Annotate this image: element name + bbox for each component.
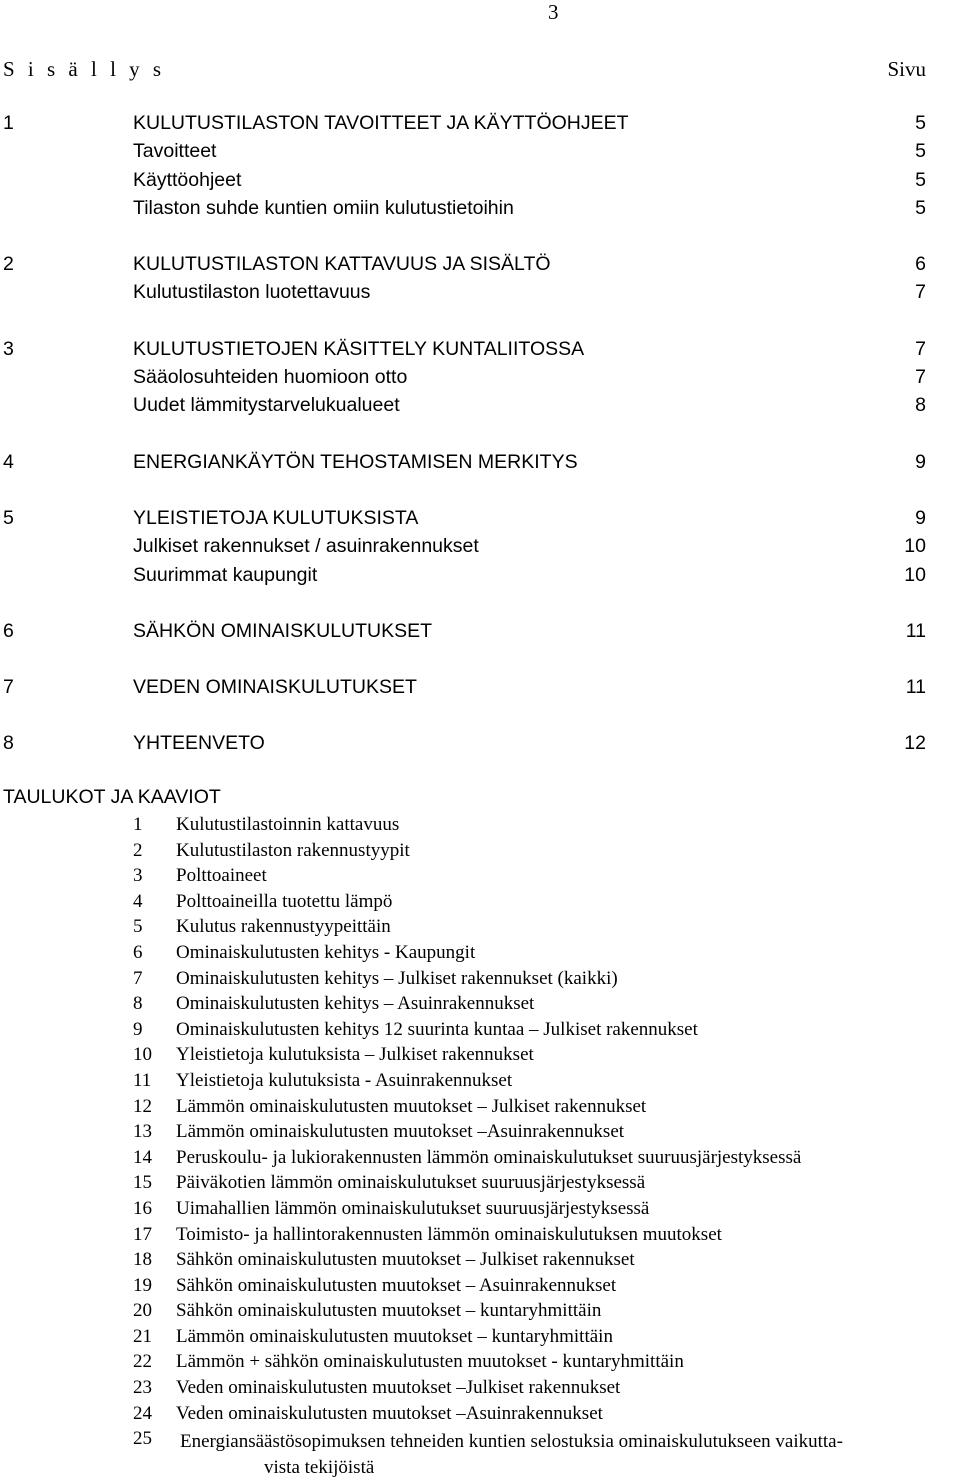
table-list-item-title [176, 1097, 646, 1116]
toc-entry[interactable] [0, 450, 960, 481]
table-list-item-number: 14 [133, 1146, 152, 1168]
table-list-item-title-text: Veden ominaiskulutusten muutokset –Julkiset rakennukset [176, 1377, 621, 1399]
table-list-item-title-text: Kulutus rakennustyypeittäin [176, 916, 391, 938]
table-list-item-number: 7 [133, 967, 143, 989]
toc-section [0, 734, 960, 762]
toc-subentry-page: 8 [915, 394, 926, 417]
toc-entry[interactable] [0, 506, 960, 537]
toc-section [0, 114, 960, 227]
table-list-item-title-text: Polttoaineet [176, 865, 267, 887]
table-list-item-title-text: Sähkön ominaiskulutusten muutokset – kuntaryhmittäin [176, 1300, 602, 1322]
toc-section [0, 619, 960, 650]
toc-entry-number: 8 [3, 732, 14, 755]
table-list-item[interactable] [0, 1250, 960, 1276]
toc-subentry-title: Uudet lämmitystarvelukualueet [133, 394, 400, 417]
table-list-item[interactable] [0, 1327, 960, 1353]
table-list-item[interactable] [0, 1276, 960, 1302]
toc-entry-title: VEDEN OMINAISKULUTUKSET [133, 676, 417, 699]
toc-section [0, 255, 960, 312]
table-list-item-title-text: Kulutustilaston rakennustyypit [176, 839, 410, 861]
toc-section [0, 506, 960, 594]
toc-subentry-page: 5 [915, 168, 926, 191]
table-list-item[interactable] [0, 1071, 960, 1097]
table-list-item[interactable] [0, 1045, 960, 1071]
table-list-item-number: 12 [133, 1095, 152, 1117]
table-list-item-number: 5 [133, 916, 143, 938]
table-list-item-title [176, 1045, 534, 1064]
table-list-item[interactable] [0, 917, 960, 943]
table-list-item-title [176, 1378, 620, 1397]
table-list-item-title [176, 969, 618, 988]
table-list-item-number: 10 [133, 1044, 152, 1066]
toc-heading: S i s ä l l y s [3, 57, 166, 81]
toc-subentry[interactable] [0, 196, 960, 227]
table-list-item-number: 2 [133, 839, 143, 861]
toc-subentry[interactable] [0, 168, 960, 199]
toc-section [0, 337, 960, 425]
table-list-item-number: 15 [133, 1172, 152, 1194]
toc-subentry[interactable] [0, 537, 960, 565]
toc-entry-page: 7 [915, 337, 926, 360]
toc-entry-title: SÄHKÖN OMINAISKULUTUKSET [133, 619, 433, 642]
toc-subentry-page: 10 [904, 535, 926, 558]
toc-section [0, 450, 960, 481]
table-list-item-number: 19 [133, 1274, 152, 1296]
table-list-item[interactable] [0, 815, 960, 841]
table-list-item-number: 16 [133, 1197, 152, 1219]
toc-subentry-page: 10 [904, 563, 926, 586]
toc-subentry-title: Sääolosuhteiden huomioon otto [133, 366, 408, 389]
table-list-item[interactable] [0, 969, 960, 995]
table-list-item[interactable] [0, 1173, 960, 1199]
table-list-item-number: 21 [133, 1325, 152, 1347]
toc-subentry-title: Julkiset rakennukset / asuinrakennukset [133, 535, 479, 558]
table-list-item-title [176, 917, 391, 936]
table-list-item[interactable] [0, 1428, 960, 1479]
table-list-item-title-text: Yleistietoja kulutuksista – Julkiset rakennukset [176, 1044, 534, 1066]
table-list-item[interactable] [0, 1097, 960, 1123]
toc-entry-number: 2 [3, 253, 14, 276]
tables-heading: TAULUKOT JA KAAVIOT [3, 786, 221, 808]
table-list-item-number: 4 [133, 890, 143, 912]
table-list-item-title-text: Lämmön + sähkön ominaiskulutusten muutokset - kuntaryhmittäin [176, 1351, 684, 1373]
table-list-item-number: 8 [133, 993, 143, 1015]
table-list-item-title-text: Polttoaineilla tuotettu lämpö [176, 890, 393, 912]
table-list-item[interactable] [0, 943, 960, 969]
table-list-item[interactable] [0, 841, 960, 867]
table-list-item-title [176, 1071, 512, 1090]
table-list-item[interactable] [0, 994, 960, 1020]
table-list-item-title-text: Ominaiskulutusten kehitys – Julkiset rakennukset (kaikki) [176, 967, 618, 989]
toc-entry-page: 9 [915, 450, 926, 473]
table-list-item-title-text: Sähkön ominaiskulutusten muutokset – Asuinrakennukset [176, 1274, 617, 1296]
table-list-item-number: 9 [133, 1018, 143, 1040]
table-list-item-title [176, 1122, 624, 1141]
table-list-item-title-text: Sähkön ominaiskulutusten muutokset – Julkiset rakennukset [176, 1249, 635, 1271]
table-list-item-title-text: Ominaiskulutusten kehitys – Asuinrakennukset [176, 993, 535, 1015]
table-list-item-title [176, 1276, 616, 1295]
table-list-item-title-text: Lämmön ominaiskulutusten muutokset – kuntaryhmittäin [176, 1325, 613, 1347]
table-list-item-title-text: Lämmön ominaiskulutusten muutokset – Julkiset rakennukset [176, 1095, 647, 1117]
toc-entry-page: 5 [915, 112, 926, 134]
toc-subentry-page: 5 [915, 140, 926, 163]
toc-entry-number: 1 [3, 112, 14, 134]
toc-entry-title: KULUTUSTILASTON TAVOITTEET JA KÄYTTÖOHJEET [133, 112, 629, 134]
table-list-item-title-text: Ominaiskulutusten kehitys - Kaupungit [176, 941, 476, 963]
table-list-item-title [176, 866, 267, 885]
table-list-item-number: 18 [133, 1249, 152, 1271]
table-list-item[interactable] [0, 1404, 960, 1430]
table-list-item-title-text: Peruskoulu- ja lukiorakennusten lämmön ominaiskulutukset suuruusjärjestyksessä [176, 1146, 802, 1168]
toc-entry-page: 11 [905, 619, 926, 642]
toc-entry-title: YLEISTIETOJA KULUTUKSISTA [133, 506, 419, 529]
table-list-item-title-text: Ominaiskulutusten kehitys 12 suurinta kuntaa – Julkiset rakennukset [176, 1018, 698, 1040]
table-list-item-title [176, 1173, 645, 1192]
table-list-item-title [176, 943, 475, 962]
table-list-item[interactable] [0, 1225, 960, 1251]
toc-subentry[interactable] [0, 563, 960, 594]
table-list-item[interactable] [0, 866, 960, 892]
toc-entry-title: KULUTUSTIETOJEN KÄSITTELY KUNTALIITOSSA [133, 337, 585, 360]
table-list-item-title [176, 1327, 613, 1346]
table-list-item-title-text: Lämmön ominaiskulutusten muutokset –Asuinrakennukset [176, 1121, 625, 1143]
toc-subentry-page: 7 [915, 281, 926, 304]
table-list-item-title-text: Toimisto- ja hallintorakennusten lämmön ominaiskulutuksen muutokset [176, 1223, 722, 1245]
table-list-item-title [176, 1301, 601, 1320]
toc-entry-page: 11 [905, 676, 926, 699]
table-list-item[interactable] [0, 1122, 960, 1148]
table-list-item-number: 24 [133, 1402, 152, 1424]
table-list-item-number: 6 [133, 941, 143, 963]
table-list-item-title [176, 841, 410, 860]
toc-subentry-title: Tavoitteet [133, 140, 217, 163]
toc-entry-page: 9 [915, 506, 926, 529]
table-list-item[interactable] [0, 1378, 960, 1404]
tables-list [0, 814, 960, 1479]
table-list-item-title [176, 1225, 722, 1244]
toc-section [0, 678, 960, 706]
toc-subentry[interactable] [0, 396, 960, 424]
toc-entry-number: 4 [3, 450, 14, 473]
toc-entries [0, 114, 960, 791]
table-list-item-title [176, 892, 392, 911]
toc-subentry[interactable] [0, 142, 960, 170]
toc-entry-title: YHTEENVETO [133, 732, 265, 755]
table-list-item[interactable] [0, 1352, 960, 1378]
table-list-item-title-text: Päiväkotien lämmön ominaiskulutukset suuruusjärjestyksessä [176, 1172, 646, 1194]
table-list-item-number: 11 [133, 1069, 152, 1091]
table-list-item-title [176, 1404, 603, 1423]
table-list-item-title-text: Energiansäästösopimuksen tehneiden kuntien selostuksia ominaiskulutukseen vaikutta- [180, 1431, 843, 1453]
toc-subentry-title: Kulutustilaston luotettavuus [133, 281, 371, 304]
table-list-item-number: 22 [133, 1351, 152, 1373]
toc-subentry-page: 5 [915, 196, 926, 219]
table-list-item[interactable] [0, 1199, 960, 1225]
toc-entry[interactable] [0, 619, 960, 650]
table-list-item-title [176, 815, 399, 834]
toc-subentry[interactable] [0, 283, 960, 311]
table-list-item-title-text: Kulutustilastoinnin kattavuus [176, 814, 400, 835]
toc-subentry-title: Käyttöohjeet [133, 168, 242, 191]
table-list-item[interactable] [0, 1301, 960, 1327]
toc-entry[interactable] [0, 114, 960, 142]
toc-subentry[interactable] [0, 368, 960, 396]
table-list-item-title [176, 1199, 649, 1218]
table-list-item-number: 20 [133, 1300, 152, 1322]
table-list-item[interactable] [0, 1020, 960, 1046]
table-list-item-number: 3 [133, 865, 143, 887]
toc-entry-number: 5 [3, 506, 14, 529]
table-list-item-number: 23 [133, 1377, 152, 1399]
page-number: 3 [548, 0, 559, 24]
table-list-item[interactable] [0, 1148, 960, 1174]
table-list-item-title-text: Uimahallien lämmön ominaiskulutukset suuruusjärjestyksessä [176, 1197, 650, 1219]
toc-entry[interactable] [0, 678, 960, 706]
toc-page-column-label: Sivu [887, 57, 926, 81]
toc-entry-number: 7 [3, 676, 14, 699]
toc-entry-number: 3 [3, 337, 14, 360]
toc-entry[interactable] [0, 337, 960, 368]
table-list-item-number: 17 [133, 1223, 152, 1245]
table-list-item[interactable] [0, 892, 960, 918]
table-list-item-title [176, 1352, 684, 1371]
table-list-item-title-text: Veden ominaiskulutusten muutokset –Asuinrakennukset [176, 1402, 603, 1424]
toc-entry-number: 6 [3, 619, 14, 642]
toc-subentry-title: Tilaston suhde kuntien omiin kulutustietoihin [133, 196, 514, 219]
table-list-item-number: 13 [133, 1121, 152, 1143]
toc-entry[interactable] [0, 734, 960, 762]
toc-entry-page: 6 [915, 253, 926, 276]
table-list-item-number: 25 [133, 1428, 152, 1450]
table-list-item-title [180, 1429, 940, 1481]
table-list-item-title [176, 994, 534, 1013]
table-list-item-title [176, 1250, 635, 1269]
table-list-item-title [176, 1020, 698, 1039]
toc-subentry-page: 7 [915, 366, 926, 389]
table-list-item-title-text: Yleistietoja kulutuksista - Asuinrakennukset [176, 1069, 513, 1091]
table-list-item-title-continuation: vista tekijöistä [264, 1457, 375, 1479]
toc-entry-title: ENERGIANKÄYTÖN TEHOSTAMISEN MERKITYS [133, 450, 578, 473]
table-list-item-title [176, 1148, 801, 1167]
toc-subentry-title: Suurimmat kaupungit [133, 563, 318, 586]
table-list-item-number: 1 [133, 814, 143, 835]
toc-entry[interactable] [0, 255, 960, 283]
toc-entry-title: KULUTUSTILASTON KATTAVUUS JA SISÄLTÖ [133, 253, 551, 276]
toc-entry-page: 12 [904, 732, 926, 755]
